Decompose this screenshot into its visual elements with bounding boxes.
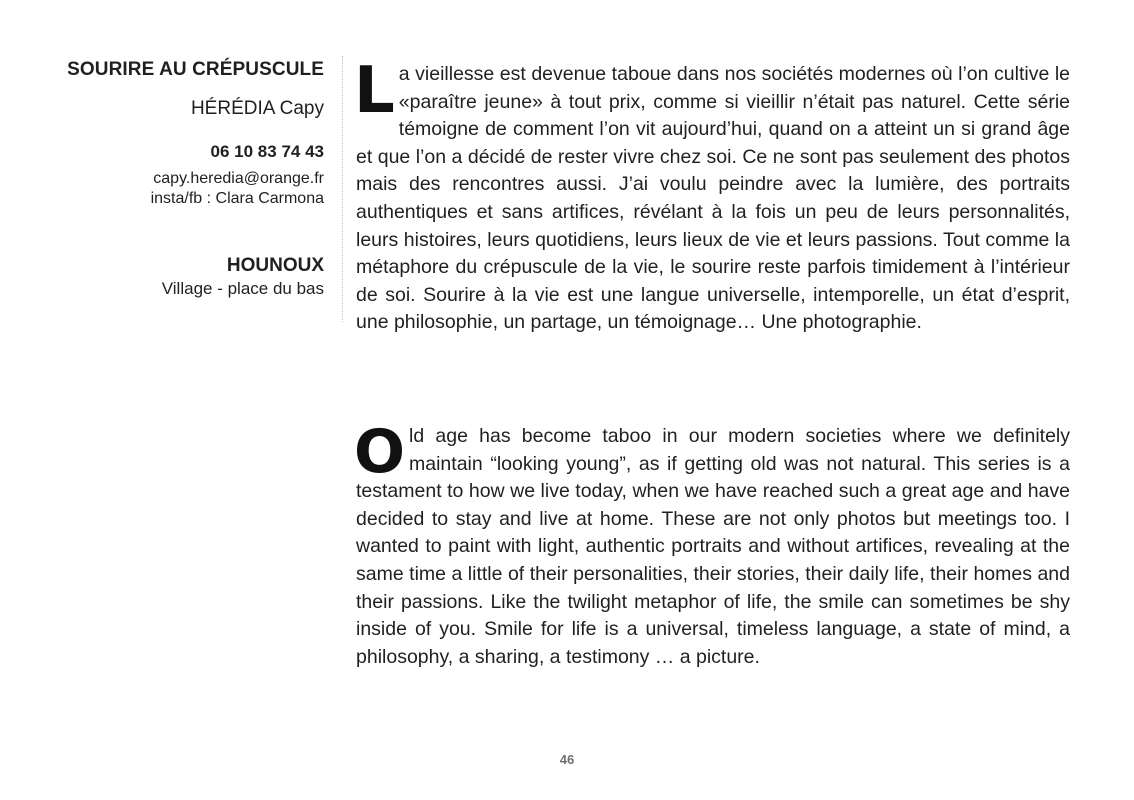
french-body-text: a vieillesse est devenue taboue dans nos sociétés modernes où l’on cultive le «paraître jeune» à tout prix, comme si vieillir n’était pas naturel. Cette série témoigne de comment l’on vit aujourd’hui, quand on a atteint un si grand âge et que l’on a décidé de rester vivre chez soi. Ce ne sont pas seulement des photos mais des rencontres aussi. J’ai voulu peindre avec la lumière, des portraits authentiques et sans artifices, révélant à la fois un peu de leurs personnalités, leurs histoires, leurs quotidiens, leurs lieux de vie et leurs passions. Tout comme la métaphore du crépuscule de la vie, le sourire reste parfois timidement à l’intérieur de soi. Sourire à la vie est une langue universelle, intemporelle, un état d’esprit, une philosophie, un partage, un témoignage… Une photographie.: [356, 63, 1070, 334]
location-name: HOUNOUX: [226, 255, 324, 276]
drop-cap-french: L: [354, 54, 395, 128]
drop-cap-english: O: [354, 417, 406, 487]
sidebar-info: [40, 58, 324, 300]
social-handle: insta/fb : Clara Carmona: [150, 190, 324, 207]
page-number: 46: [559, 752, 575, 767]
english-paragraph: [354, 417, 1070, 671]
author-name: HÉRÉDIA Capy: [190, 98, 324, 119]
phone-number: 06 10 83 74 43: [210, 142, 324, 161]
email-address: capy.heredia@orange.fr: [153, 170, 324, 187]
exhibition-title: SOURIRE AU CRÉPUSCULE: [67, 59, 324, 80]
location-detail: Village - place du bas: [161, 279, 324, 298]
french-paragraph: [354, 54, 1070, 337]
english-body-text: ld age has become taboo in our modern societies where we definitely maintain “looking young”, as if getting old was not natural. This series is a testament to how we live today, when we have reached such a great age and have decided to stay and live at home. These are not only photos but meetings too. I wanted to paint with light, authentic portraits and without artifices, revealing at the same time a little of their personalities, their stories, their daily life, their homes and their passions. Like the twilight metaphor of life, the smile can sometimes be shy inside of you. Smile for life is a universal, timeless language, a state of mind, a philosophy, a sharing, a testimony … a picture.: [356, 425, 1070, 668]
column-divider: [342, 56, 343, 322]
